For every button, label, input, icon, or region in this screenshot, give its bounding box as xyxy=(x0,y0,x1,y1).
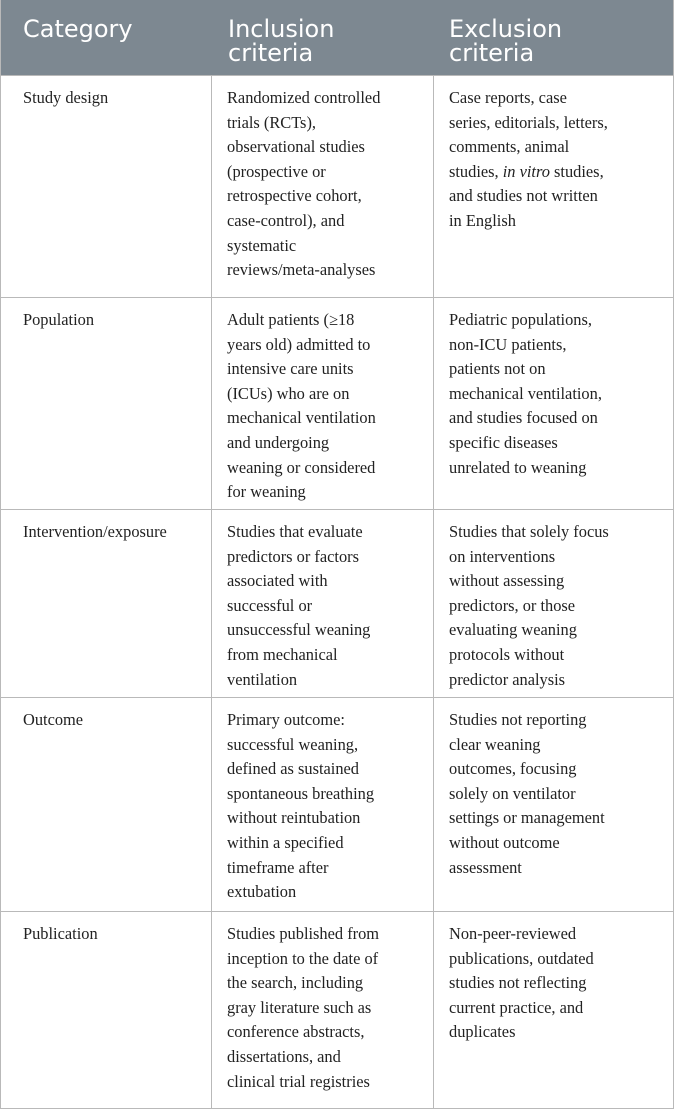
exclusion-text-start: Case reports, case series, editorials, letters, comments, animal studies, xyxy=(449,88,608,181)
table-row-population xyxy=(0,298,674,510)
table-row-study-design xyxy=(0,76,674,298)
table-header xyxy=(0,0,674,76)
cell-category: Outcome xyxy=(23,710,84,729)
header-inclusion: Inclusion criteria xyxy=(228,15,335,67)
header-exclusion: Exclusion criteria xyxy=(449,15,563,67)
cell-category: Publication xyxy=(23,924,98,943)
exclusion-text-end: studies, and studies not written in English xyxy=(449,161,604,230)
cell-category: Population xyxy=(23,310,95,329)
cell-exclusion xyxy=(433,76,674,234)
column-divider xyxy=(211,76,212,1109)
cell-category: Study design xyxy=(23,88,109,107)
cell-inclusion: Studies that evaluate predictors or factors associated with successful or unsuccessful weaning from mechanical ventilation xyxy=(227,522,371,689)
header-category: Category xyxy=(23,15,133,43)
table-row-intervention xyxy=(0,510,674,698)
cell-exclusion: Studies not reporting clear weaning outcomes, focusing solely on ventilator settings or management without outcome assessment xyxy=(449,710,605,877)
column-divider xyxy=(433,76,434,1109)
cell-exclusion: Studies that solely focus on interventions without assessing predictors, or those evaluating weaning protocols without predictor analysis xyxy=(449,522,609,689)
table-border-left xyxy=(0,0,1,1109)
cell-exclusion: Pediatric populations, non-ICU patients, patients not on mechanical ventilation, and studies focused on specific diseases unrelated to weaning xyxy=(449,310,602,477)
cell-inclusion: Studies published from inception to the date of the search, including gray literature such as conference abstracts, dissertations, and clinical trial registries xyxy=(227,924,380,1091)
cell-inclusion: Adult patients (≥18 years old) admitted to intensive care units (ICUs) who are on mechanical ventilation and undergoing weaning or considered for weaning xyxy=(227,310,376,502)
cell-inclusion: Randomized controlled trials (RCTs), observational studies (prospective or retrospective cohort, case-control), and systematic reviews/meta-analyses xyxy=(227,88,381,280)
table-row-outcome xyxy=(0,698,674,912)
cell-inclusion: Primary outcome: successful weaning, defined as sustained spontaneous breathing without reintubation within a specified timeframe after extubation xyxy=(227,710,375,902)
table-row-publication xyxy=(0,912,674,1109)
exclusion-text-italic: in vitro xyxy=(502,161,550,181)
cell-exclusion: Non-peer-reviewed publications, outdated studies not reflecting current practice, and duplicates xyxy=(449,924,594,1042)
cell-category: Intervention/exposure xyxy=(23,522,167,541)
